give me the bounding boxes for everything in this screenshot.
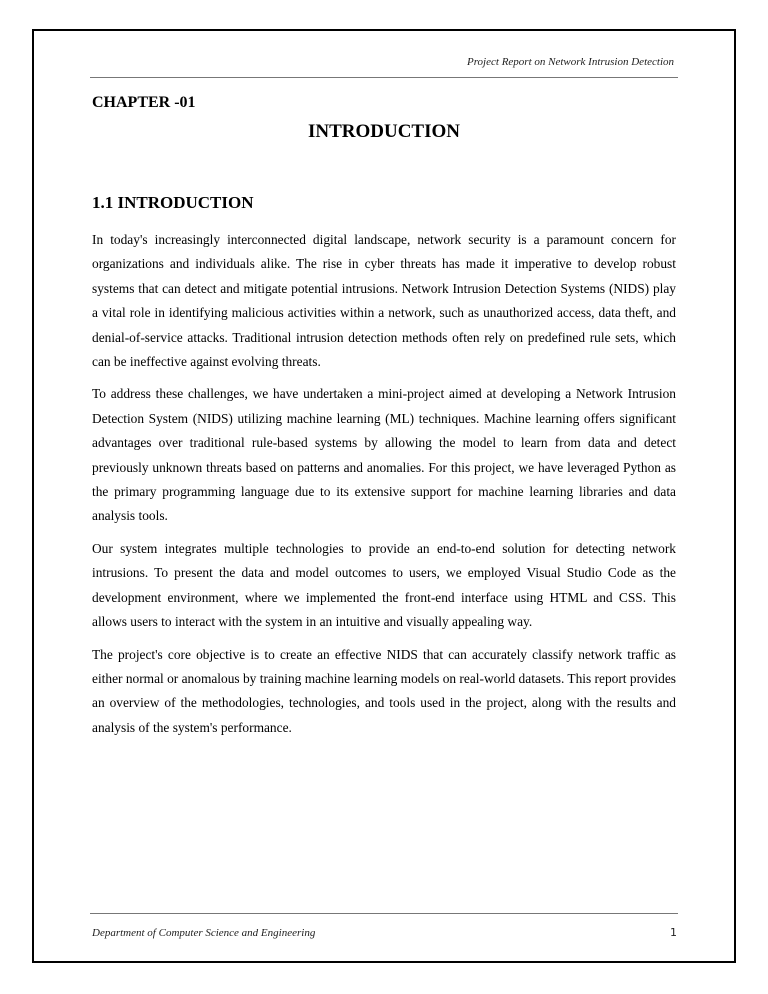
section-heading: 1.1 INTRODUCTION	[92, 193, 254, 212]
paragraph: In today's increasingly interconnected digital landscape, network security is a paramount concern for organizations and individuals alike. The rise in cyber threats has made it imperative to develop robust systems that can detect and mitigate potential intrusions. Network Intrusion Detection Systems (NIDS) play a vital role in identifying malicious activities within a network, such as unauthorized access, data theft, and denial-of-service attacks. Traditional intrusion detection methods often rely on predefined rule sets, which can be ineffective against evolving threats.	[92, 232, 676, 370]
footer-department: Department of Computer Science and Engineering	[92, 927, 316, 939]
body-text	[92, 228, 676, 748]
paragraph: The project's core objective is to create an effective NIDS that can accurately classify network traffic as either normal or anomalous by training machine learning models on real-world datasets. This report provides an overview of the methodologies, technologies, and tools used in the project, along with the results and analysis of the system's performance.	[92, 646, 676, 735]
running-header: Project Report on Network Intrusion Detection	[466, 56, 674, 68]
paragraph: Our system integrates multiple technologies to provide an end-to-end solution for detecting network intrusions. To present the data and model outcomes to users, we employed Visual Studio Code as the development environment, where we implemented the front-end interface using HTML and CSS. This allows users to interact with the system in an intuitive and visually appealing way.	[92, 540, 676, 630]
chapter-label: CHAPTER -01	[92, 94, 196, 111]
paragraph: To address these challenges, we have undertaken a mini-project aimed at developing a Network Intrusion Detection System (NIDS) utilizing machine learning (ML) techniques. Machine learning offers significant advantages over traditional rule-based systems by allowing the model to learn from data and detect previously unknown threats based on patterns and anomalies. For this project, we have leveraged Python as the primary programming language due to its extensive support for machine learning libraries and data analysis tools.	[92, 386, 676, 524]
footer-divider	[90, 913, 678, 914]
chapter-title: INTRODUCTION	[307, 121, 461, 142]
page-number: 1	[670, 926, 677, 939]
header-divider	[90, 77, 678, 78]
